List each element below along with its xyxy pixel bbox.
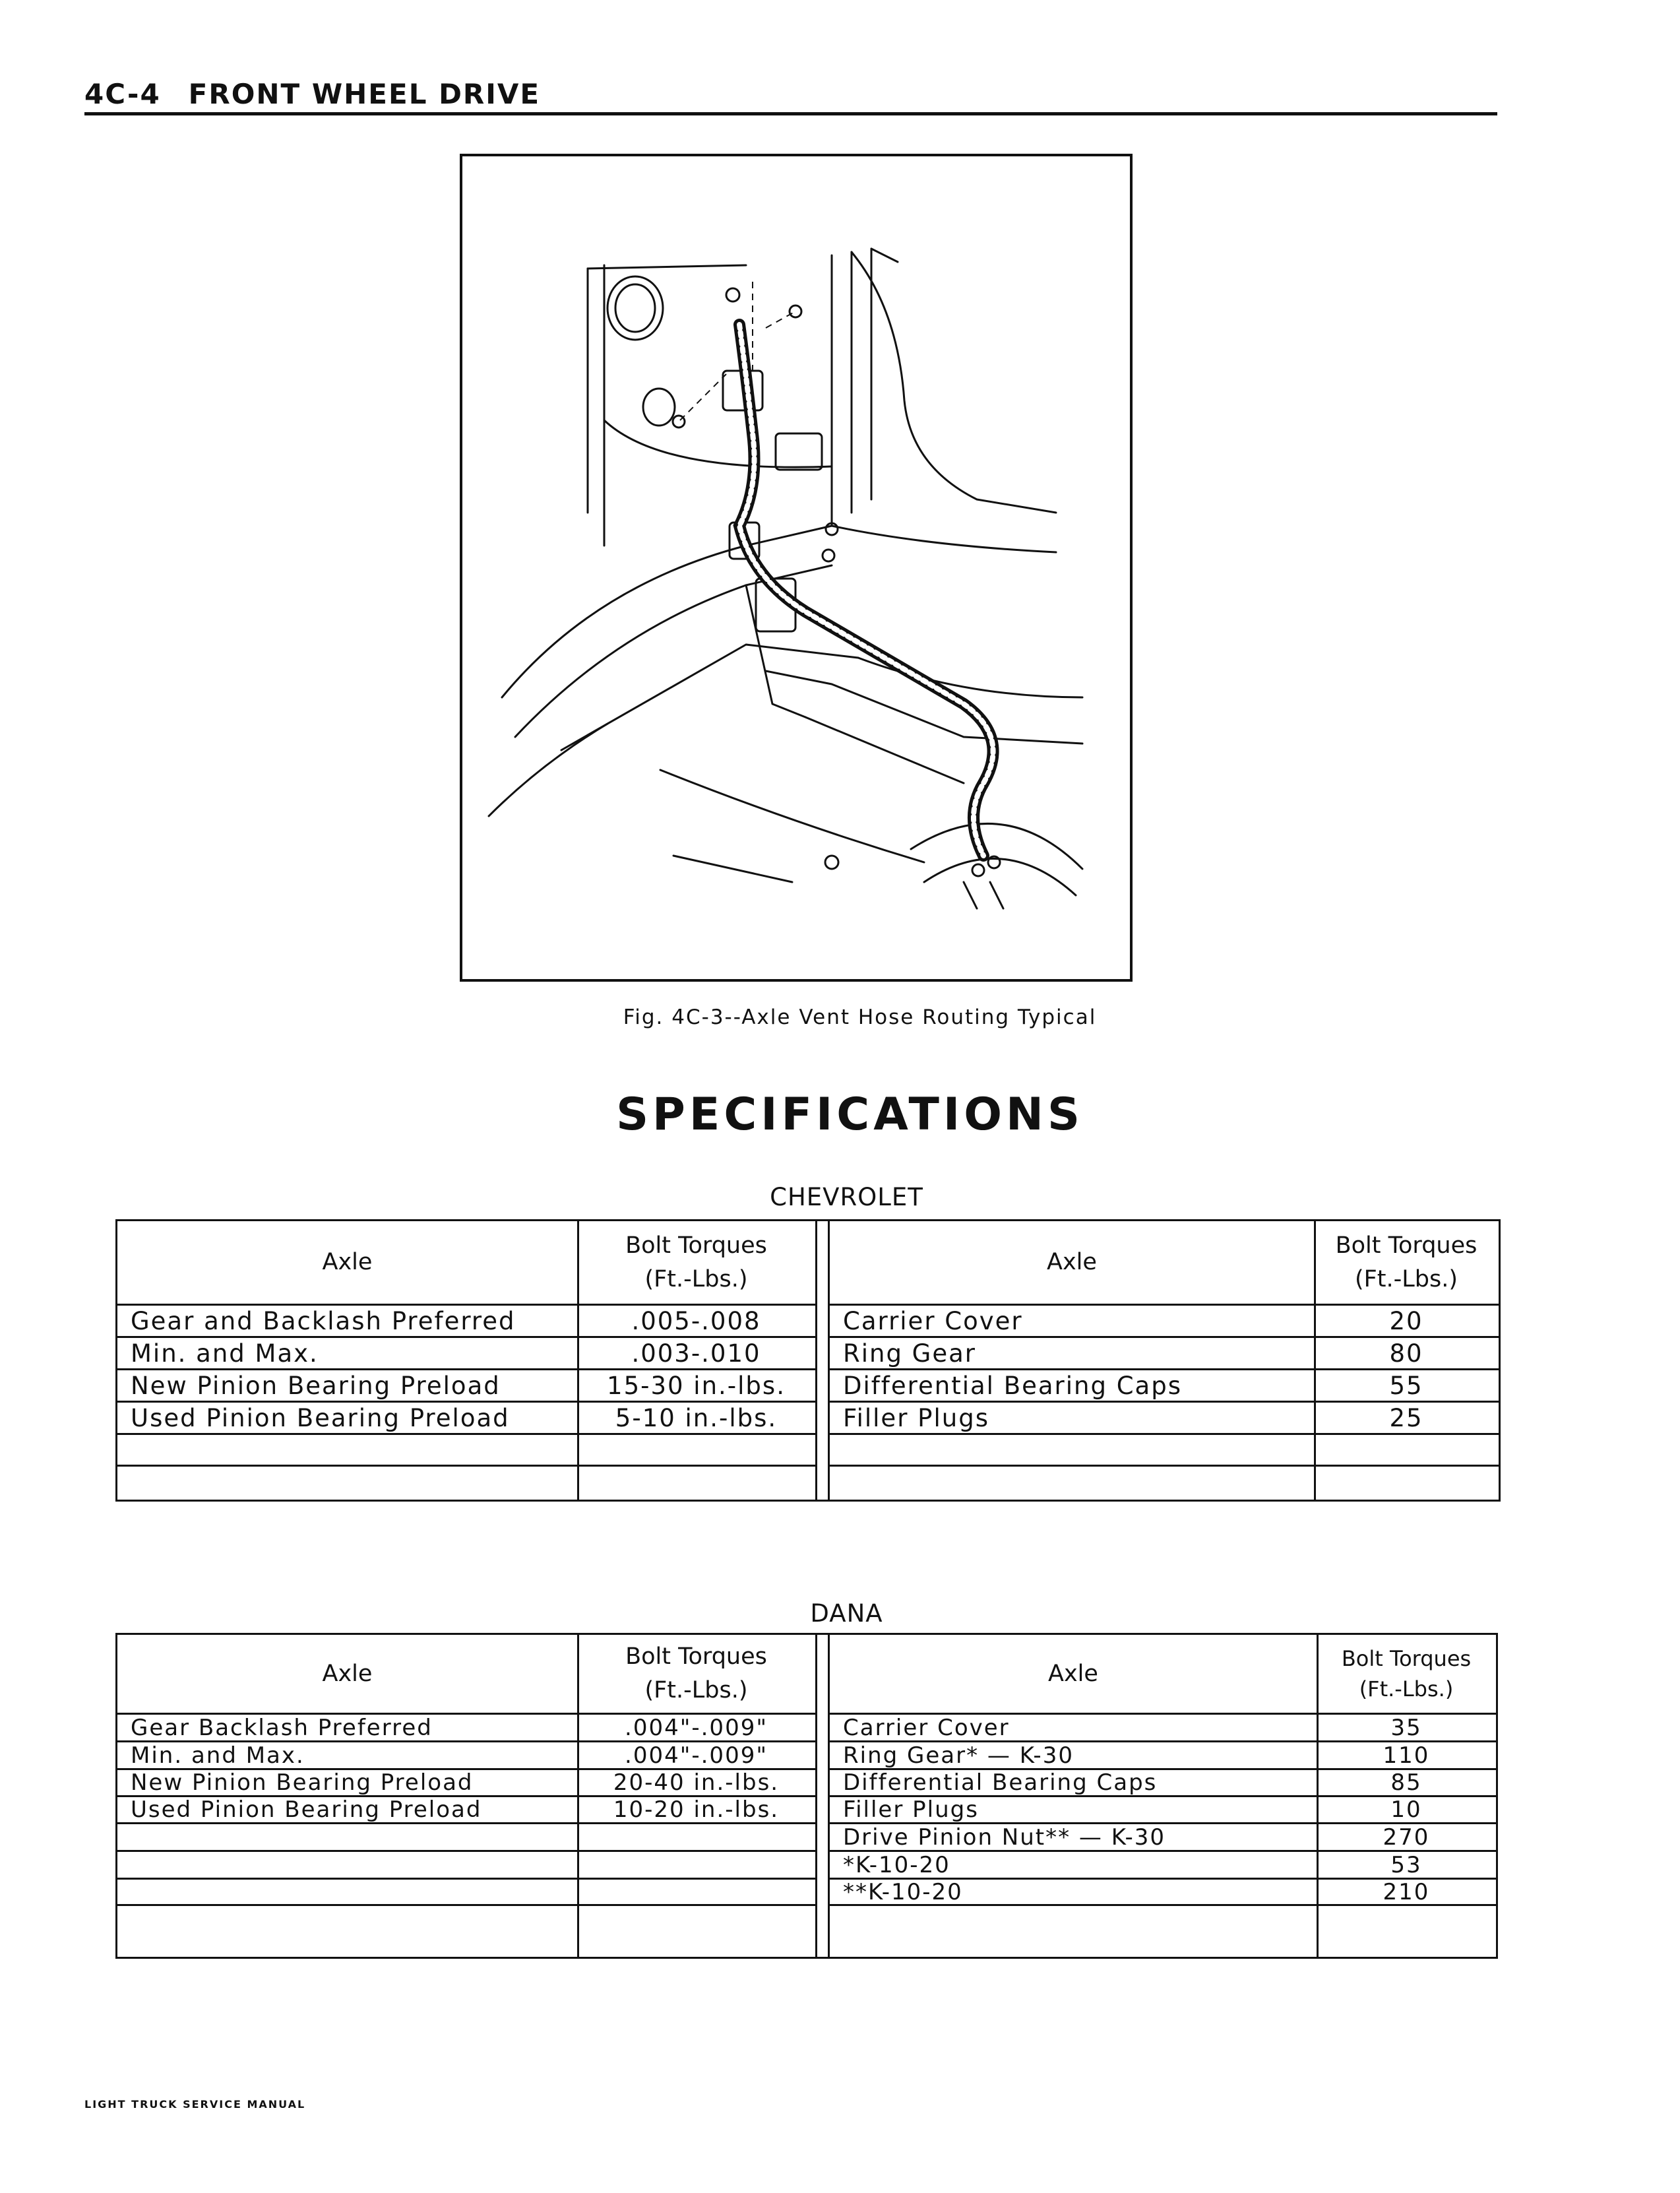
spec-value: 210: [1383, 1878, 1430, 1905]
table-row: [117, 1338, 815, 1370]
axle-vent-hose-drawing: [462, 156, 1130, 979]
spec-item: Gear Backlash Preferred: [131, 1714, 433, 1741]
bolt-torques-header-line1: Bolt Torques: [625, 1232, 767, 1259]
spec-item: New Pinion Bearing Preload: [131, 1769, 474, 1796]
table-row: [830, 1797, 1496, 1824]
spec-value: [1314, 1435, 1499, 1465]
spec-item: [117, 1880, 590, 1904]
spec-item: Ring Gear* — K-30: [843, 1742, 1074, 1769]
spec-value: 80: [1389, 1339, 1423, 1368]
bolt-torques-header-line1: Bolt Torques: [625, 1643, 767, 1670]
dana-left-table: [117, 1635, 815, 1957]
section-title: FRONT WHEEL DRIVE: [188, 78, 541, 110]
table-row: [117, 1797, 815, 1824]
bolt-torques-header: [1317, 1635, 1496, 1713]
spec-value: 85: [1390, 1769, 1422, 1796]
spec-value: 20-40 in.-lbs.: [613, 1769, 780, 1796]
table-row: [830, 1824, 1496, 1852]
spec-item: [117, 1906, 590, 1957]
table-row: [117, 1852, 815, 1880]
spec-value: [1317, 1906, 1496, 1957]
table-row: [117, 1824, 815, 1852]
footer-text: LIGHT TRUCK SERVICE MANUAL: [84, 2098, 306, 2111]
spec-item: Ring Gear: [843, 1339, 977, 1368]
spec-value: [577, 1852, 815, 1878]
table-row: [830, 1370, 1499, 1403]
spec-item: Filler Plugs: [843, 1796, 979, 1823]
spec-item: Gear and Backlash Preferred: [131, 1306, 516, 1335]
spec-value: .004"-.009": [625, 1742, 768, 1769]
spec-value: [1314, 1467, 1499, 1500]
spec-item: Differential Bearing Caps: [843, 1371, 1182, 1400]
table-center-divider: [815, 1221, 817, 1500]
section-code: 4C-4: [84, 78, 161, 110]
spec-item: [117, 1435, 590, 1465]
table-row: [117, 1770, 815, 1797]
spec-item: **K-10-20: [843, 1878, 963, 1905]
spec-item: Filler Plugs: [843, 1403, 989, 1432]
specifications-title: SPECIFICATIONS: [616, 1089, 1084, 1141]
spec-value: 35: [1390, 1714, 1422, 1741]
figure-caption: Fig. 4C-3--Axle Vent Hose Routing Typical: [623, 1005, 1097, 1029]
spec-value: [577, 1906, 815, 1957]
spec-value: 270: [1383, 1824, 1430, 1851]
chevrolet-right-table: [830, 1221, 1499, 1500]
figure-illustration: [460, 154, 1133, 982]
table-row: [830, 1306, 1499, 1338]
spec-value: .003-.010: [631, 1339, 761, 1368]
spec-item: Min. and Max.: [131, 1339, 319, 1368]
table-row: [117, 1742, 815, 1770]
table-row: [117, 1467, 815, 1500]
axle-header: Axle: [1047, 1249, 1097, 1276]
bolt-torques-header-line2: (Ft.-Lbs.): [644, 1677, 748, 1703]
spec-item: Carrier Cover: [843, 1306, 1023, 1335]
bolt-torques-header-line1: Bolt Torques: [1335, 1232, 1478, 1259]
spec-value: 15-30 in.-lbs.: [607, 1371, 786, 1400]
axle-header: Axle: [322, 1249, 373, 1276]
spec-value: 10-20 in.-lbs.: [613, 1796, 780, 1823]
table-row: [117, 1403, 815, 1435]
axle-header: Axle: [322, 1660, 373, 1687]
chevrolet-left-table: [117, 1221, 815, 1500]
spec-value: 20: [1389, 1306, 1423, 1335]
table-row: [117, 1880, 815, 1906]
spec-item: Used Pinion Bearing Preload: [131, 1796, 482, 1823]
spec-value: 5-10 in.-lbs.: [615, 1403, 778, 1432]
spec-item: Carrier Cover: [843, 1714, 1010, 1741]
table-row: [830, 1467, 1499, 1500]
table-row: [830, 1852, 1496, 1880]
spec-item: Differential Bearing Caps: [843, 1769, 1158, 1796]
bolt-torques-header: [1314, 1221, 1499, 1304]
table-center-divider: [815, 1635, 817, 1957]
spec-value: [577, 1467, 815, 1500]
spec-item: [830, 1435, 1327, 1465]
table-row: [830, 1880, 1496, 1906]
spec-value: [577, 1824, 815, 1850]
page-header: [84, 78, 540, 110]
spec-value: .005-.008: [631, 1306, 761, 1335]
table-row: [830, 1770, 1496, 1797]
spec-value: 10: [1390, 1796, 1422, 1823]
spec-value: 53: [1390, 1851, 1422, 1878]
table-row: [117, 1435, 815, 1467]
bolt-torques-header: [577, 1221, 815, 1304]
spec-item: [830, 1906, 1330, 1957]
spec-item: [117, 1852, 590, 1878]
table-row: [830, 1906, 1496, 1957]
axle-header: Axle: [1048, 1660, 1098, 1687]
spec-item: *K-10-20: [843, 1851, 950, 1878]
dana-right-table: [830, 1635, 1496, 1957]
table-row: [117, 1906, 815, 1957]
bolt-torques-header-line2: (Ft.-Lbs.): [1355, 1265, 1458, 1292]
spec-item: Drive Pinion Nut** — K-30: [843, 1824, 1166, 1851]
table-row: [117, 1306, 815, 1338]
dana-label: DANA: [810, 1599, 883, 1628]
spec-item: [117, 1467, 590, 1500]
spec-item: Used Pinion Bearing Preload: [131, 1403, 510, 1432]
spec-item: Min. and Max.: [131, 1742, 305, 1769]
chevrolet-spec-table: [115, 1219, 1501, 1502]
spec-value: 110: [1383, 1742, 1430, 1769]
bolt-torques-header-line2: (Ft.-Lbs.): [1359, 1676, 1454, 1701]
table-row: [830, 1338, 1499, 1370]
table-row: [830, 1715, 1496, 1742]
table-row: [117, 1715, 815, 1742]
spec-value: 55: [1389, 1371, 1423, 1400]
chevrolet-label: CHEVROLET: [770, 1183, 923, 1211]
header-divider: [84, 112, 1497, 115]
table-row: [117, 1370, 815, 1403]
dana-spec-table: [115, 1633, 1498, 1959]
table-row: [830, 1742, 1496, 1770]
bolt-torques-header-line1: Bolt Torques: [1341, 1645, 1472, 1671]
spec-value: 25: [1389, 1403, 1423, 1432]
spec-item: New Pinion Bearing Preload: [131, 1371, 501, 1400]
table-row: [830, 1435, 1499, 1467]
bolt-torques-header-line2: (Ft.-Lbs.): [644, 1265, 748, 1292]
spec-value: [577, 1435, 815, 1465]
spec-item: [830, 1467, 1327, 1500]
bolt-torques-header: [577, 1635, 815, 1713]
spec-value: .004"-.009": [625, 1714, 768, 1741]
spec-item: [117, 1824, 590, 1850]
table-row: [830, 1403, 1499, 1435]
spec-value: [577, 1880, 815, 1904]
